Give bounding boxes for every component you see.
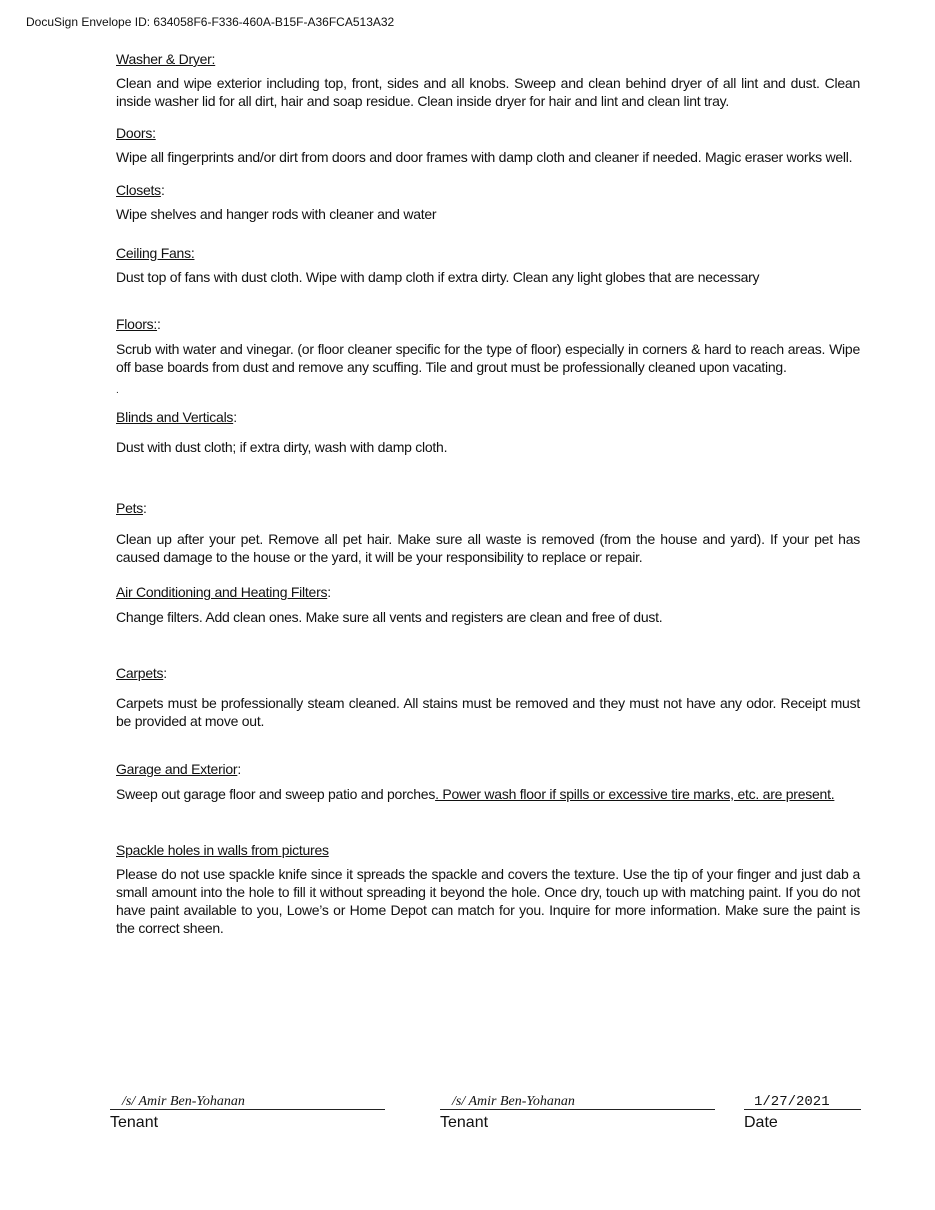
section-title: Closets (116, 182, 161, 198)
signature-value: /s/ Amir Ben-Yohanan (122, 1094, 245, 1109)
signature-block-date (744, 1074, 861, 1134)
signature-label: Tenant (440, 1114, 489, 1131)
title-colon: : (237, 761, 241, 777)
section-body: Dust with dust cloth; if extra dirty, wash with damp cloth. (116, 439, 448, 455)
signature-label: Tenant (110, 1114, 159, 1131)
section-blinds (116, 408, 860, 456)
section-body: Wipe all fingerprints and/or dirt from doors and door frames with damp cloth and cleaner if needed. Magic eraser works well. (116, 149, 853, 165)
section-title: Spackle holes in walls from pictures (116, 842, 329, 858)
signature-line (440, 1109, 715, 1110)
document-body (116, 50, 860, 937)
section-title: Floors: (116, 316, 158, 332)
title-colon: : (143, 500, 147, 516)
signature-block-tenant-1 (110, 1074, 385, 1134)
signature-line (110, 1109, 385, 1110)
section-body: Clean and wipe exterior including top, front, sides and all knobs. Sweep and clean behind dryer of all lint and dust. Clean inside washer lid for all dirt, hair and soap residue. Clean inside dryer for hair and lint and clean lint tray. (116, 75, 860, 109)
date-value: 1/27/2021 (754, 1094, 830, 1110)
section-air-conditioning (116, 583, 860, 626)
section-closets (116, 181, 860, 223)
date-line (744, 1109, 861, 1110)
section-carpets (116, 664, 860, 730)
section-doors (116, 124, 860, 166)
section-body: Dust top of fans with dust cloth. Wipe with damp cloth if extra dirty. Clean any light globes that are necessary (116, 269, 760, 285)
section-body: Please do not use spackle knife since it spreads the spackle and covers the texture. Use the tip of your finger and just dab a small amount into the hole to fill it without spreading it beyond the hole. Once dry, touch up with matching paint. If you do not have paint available to you, Lowe’s or Home Depot can match for you. Inquire for more information. Make sure the paint is the correct sheen. (116, 866, 860, 936)
title-colon: : (233, 409, 237, 425)
envelope-id: DocuSign Envelope ID: 634058F6-F336-460A-B15F-A36FCA513A32 (26, 15, 395, 29)
section-title: Ceiling Fans: (116, 245, 195, 261)
section-garage (116, 760, 860, 803)
section-floors (116, 315, 860, 396)
section-pets (116, 499, 860, 566)
title-colon: : (157, 316, 161, 332)
section-title: Washer & Dryer: (116, 51, 216, 67)
section-title: Blinds and Verticals (116, 409, 234, 425)
section-body: Carpets must be professionally steam cleaned. All stains must be removed and they must not have any odor. Receipt must be provided at move out. (116, 695, 860, 729)
title-colon: : (327, 584, 331, 600)
section-body: Scrub with water and vinegar. (or floor cleaner specific for the type of floor) especially in corners & hard to reach areas. Wipe off base boards from dust and remove any scuffing. Tile and grout must be professionally cleaned upon vacating. (116, 341, 860, 375)
section-title: Doors: (116, 125, 156, 141)
section-washer-dryer (116, 50, 860, 110)
section-title: Air Conditioning and Heating Filters (116, 584, 328, 600)
signature-value: /s/ Amir Ben-Yohanan (452, 1094, 575, 1109)
title-colon: : (160, 182, 165, 198)
title-colon: : (163, 665, 167, 681)
signature-block-tenant-2 (440, 1074, 715, 1134)
section-title: Garage and Exterior (116, 761, 238, 777)
section-title: Carpets (116, 665, 164, 681)
stray-period: . (116, 385, 119, 396)
section-body: Clean up after your pet. Remove all pet hair. Make sure all waste is removed (from the house and yard). If your pet has caused damage to the house or the yard, it will be your responsibility to replace or repair. (116, 531, 860, 565)
section-body: Change filters. Add clean ones. Make sure all vents and registers are clean and free of dust. (116, 609, 663, 625)
section-body-underlined: . Power wash floor if spills or excessive tire marks, etc. are present. (435, 786, 835, 802)
date-label: Date (744, 1114, 778, 1131)
section-spackle (116, 841, 860, 937)
section-title: Pets (116, 500, 144, 516)
section-body: Wipe shelves and hanger rods with cleaner and water (116, 206, 437, 222)
section-ceiling-fans (116, 244, 860, 286)
section-body: Sweep out garage floor and sweep patio and porches (116, 786, 436, 802)
